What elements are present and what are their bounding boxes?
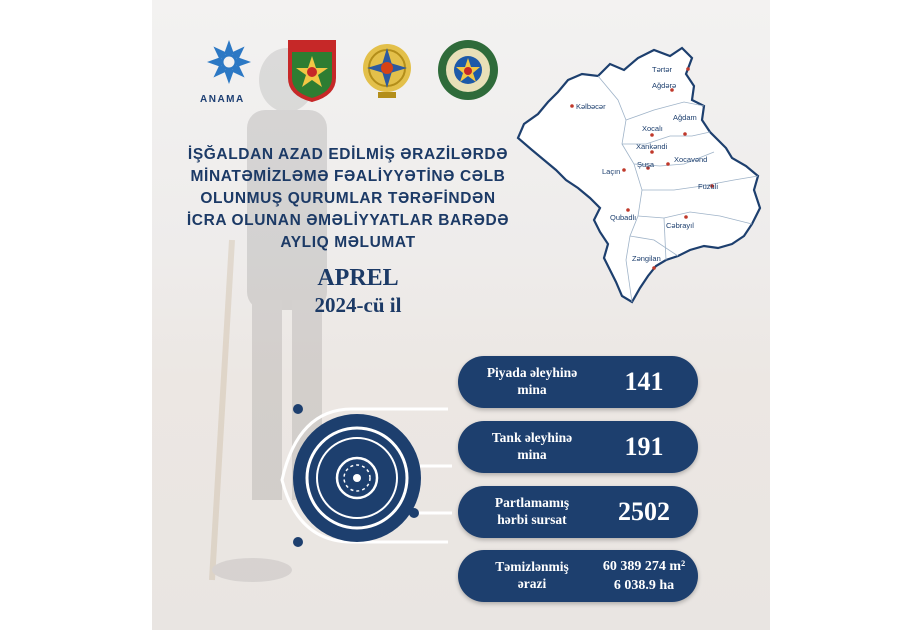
stat-label-line: ərazi: [517, 576, 547, 591]
stat-value: 2502: [618, 497, 670, 526]
cleared-area-ha: 6 038.9 ha: [613, 578, 675, 593]
anama-star-icon: [198, 38, 260, 90]
stat-label-line: hərbi sursat: [497, 512, 567, 527]
report-period: [248, 264, 468, 318]
map-label-xocali: Xocalı: [642, 124, 663, 133]
stat-label-line: Tank əleyhinə: [491, 430, 573, 445]
border-service-logo: [436, 38, 500, 102]
stat-unexploded-ordnance: [458, 486, 698, 538]
map-label-agdere: Ağdərə: [652, 81, 677, 90]
infographic-poster: [152, 0, 770, 630]
stat-value: 141: [624, 367, 664, 396]
map-label-cebrayil: Cəbrayıl: [666, 221, 694, 230]
title-line: İŞĞALDAN AZAD EDİLMİŞ ƏRAZİLƏRDƏ: [187, 146, 509, 163]
cleared-area-m2: 60 389 274 m²: [602, 559, 686, 574]
map-label-xankendi: Xankəndi: [636, 142, 668, 151]
stat-label: [466, 429, 598, 463]
period-month: APREL: [317, 265, 399, 291]
logos-row: [198, 38, 528, 110]
stat-label-line: Təmizlənmiş: [495, 559, 569, 574]
map-label-zengilan: Zəngilan: [632, 254, 661, 263]
map-label-agdam: Ağdam: [673, 113, 697, 122]
stat-label-line: mina: [517, 382, 547, 397]
report-title: [168, 144, 528, 254]
period-year: 2024-cü il: [314, 293, 402, 317]
stat-value: [594, 557, 694, 595]
title-line: İCRA OLUNAN ƏMƏLİYYATLAR BARƏDƏ: [186, 212, 510, 229]
emergency-ministry-logo: [360, 38, 414, 102]
map-label-kelbecer: Kəlbəcər: [576, 102, 606, 111]
map-label-terter: Tərtər: [652, 65, 673, 74]
title-line: AYLIQ MƏLUMAT: [280, 234, 416, 251]
mine-connector-graphic: [242, 370, 472, 590]
stat-label-line: mina: [517, 447, 547, 462]
map-label-fuzuli: Füzuli: [698, 182, 719, 191]
stat-label: [466, 364, 598, 398]
stat-label-line: Piyada əleyhinə: [486, 365, 578, 380]
connector-dot: [293, 537, 303, 547]
stat-label: [466, 558, 598, 592]
stat-cleared-area: [458, 550, 698, 602]
stat-value: 191: [624, 432, 664, 461]
liberated-territories-map: [514, 40, 766, 308]
map-label-xocavend: Xocavənd: [674, 155, 708, 164]
anama-logo: [198, 38, 260, 108]
army-emblem-logo: [286, 38, 338, 102]
stat-antipersonnel-mines: [458, 356, 698, 408]
map-label-lacin: Laçın: [602, 167, 621, 176]
connector-dot: [293, 404, 303, 414]
title-line: MİNATƏMİZLƏMƏ FƏALİYYƏTİNƏ CƏLB: [190, 168, 506, 185]
map-label-susa: Şuşa: [637, 160, 655, 169]
landmine-icon: [337, 458, 377, 498]
map-outline: [518, 48, 760, 302]
map-label-qubadli: Qubadlı: [610, 213, 637, 222]
stat-label-line: Partlamamış: [494, 495, 570, 510]
stat-antitank-mines: [458, 421, 698, 473]
anama-logo-text: ANAMA: [200, 94, 245, 105]
stat-label: [466, 494, 598, 528]
title-line: OLUNMUŞ QURUMLAR TƏRƏFİNDƏN: [200, 190, 496, 207]
